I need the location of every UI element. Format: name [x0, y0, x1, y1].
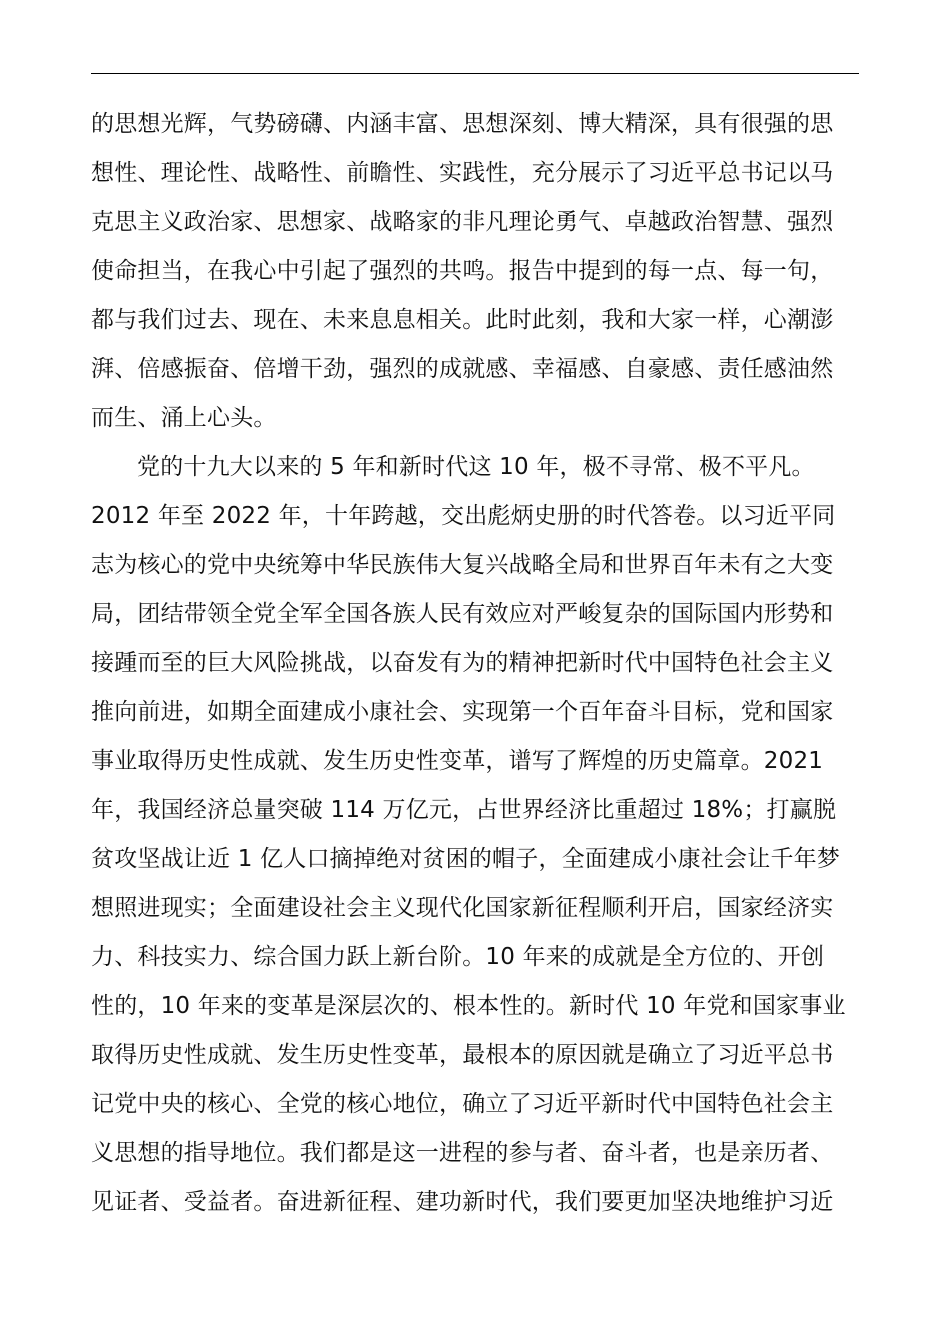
text-line: 想性、理论性、战略性、前瞻性、实践性，充分展示了习近平总书记以马	[91, 160, 834, 186]
text-line: 克思主义政治家、思想家、战略家的非凡理论勇气、卓越政治智慧、强烈	[91, 209, 834, 235]
text-line: 性的，10 年来的变革是深层次的、根本性的。新时代 10 年党和国家事业	[91, 993, 846, 1019]
text-line: 湃、倍感振奋、倍增干劲，强烈的成就感、幸福感、自豪感、责任感油然	[91, 356, 834, 382]
text-line: 义思想的指导地位。我们都是这一进程的参与者、奋斗者，也是亲历者、	[91, 1140, 834, 1166]
paragraph-1	[91, 100, 859, 443]
document-body	[91, 100, 859, 1227]
text-line: 贫攻坚战让近 1 亿人口摘掉绝对贫困的帽子，全面建成小康社会让千年梦	[91, 846, 841, 872]
text-line: 取得历史性成就、发生历史性变革，最根本的原因就是确立了习近平总书	[91, 1042, 834, 1068]
text-line: 推向前进，如期全面建成小康社会、实现第一个百年奋斗目标，党和国家	[91, 699, 834, 725]
text-line: 局，团结带领全党全军全国各族人民有效应对严峻复杂的国际国内形势和	[91, 601, 834, 627]
text-line: 都与我们过去、现在、未来息息相关。此时此刻，我和大家一样，心潮澎	[91, 307, 834, 333]
paragraph-2	[91, 443, 859, 1227]
text-line: 力、科技实力、综合国力跃上新台阶。10 年来的成就是全方位的、开创	[91, 944, 825, 970]
header-rule	[91, 73, 859, 74]
text-line: 党的十九大以来的 5 年和新时代这 10 年，极不寻常、极不平凡。	[137, 454, 815, 480]
text-line: 事业取得历史性成就、发生历史性变革，谱写了辉煌的历史篇章。2021	[91, 748, 824, 774]
text-line: 使命担当，在我心中引起了强烈的共鸣。报告中提到的每一点、每一句，	[91, 258, 834, 284]
text-line: 想照进现实；全面建设社会主义现代化国家新征程顺利开启，国家经济实	[91, 895, 834, 921]
text-line: 志为核心的党中央统筹中华民族伟大复兴战略全局和世界百年未有之大变	[91, 552, 834, 578]
text-line: 接踵而至的巨大风险挑战，以奋发有为的精神把新时代中国特色社会主义	[91, 650, 834, 676]
text-line: 见证者、受益者。奋进新征程、建功新时代，我们要更加坚决地维护习近	[91, 1189, 834, 1215]
text-line: 2012 年至 2022 年，十年跨越，交出彪炳史册的时代答卷。以习近平同	[91, 503, 836, 529]
text-line: 而生、涌上心头。	[91, 405, 277, 431]
text-line: 年，我国经济总量突破 114 万亿元，占世界经济比重超过 18%；打赢脱	[91, 797, 837, 823]
text-line: 的思想光辉，气势磅礴、内涵丰富、思想深刻、博大精深，具有很强的思	[91, 111, 834, 137]
text-line: 记党中央的核心、全党的核心地位，确立了习近平新时代中国特色社会主	[91, 1091, 834, 1117]
